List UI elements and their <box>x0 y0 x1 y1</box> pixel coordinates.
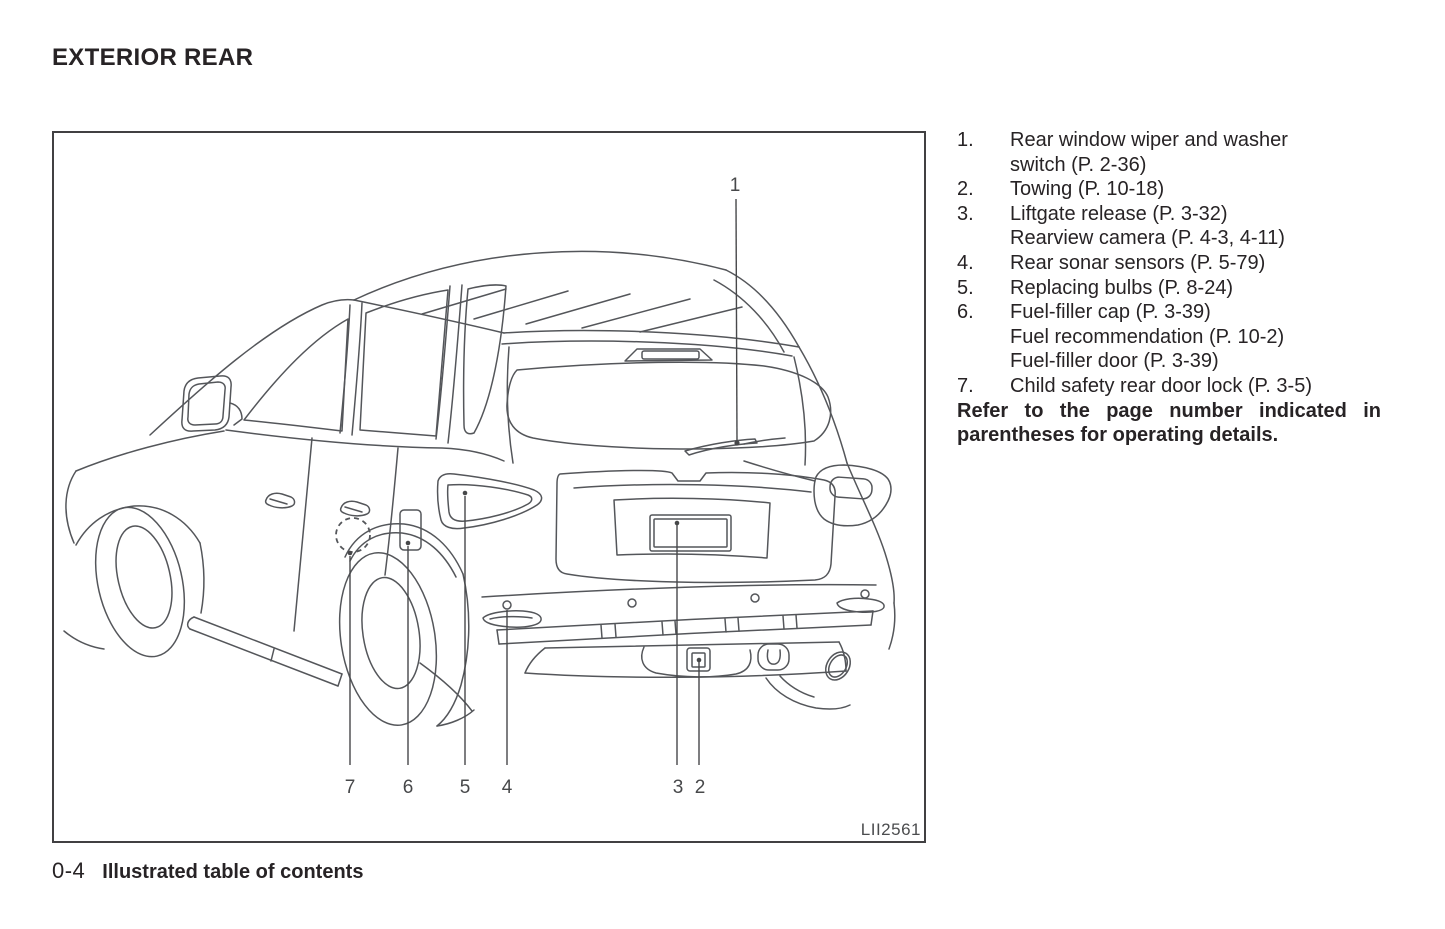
vehicle-rear-illustration <box>54 133 924 841</box>
figure-code: LII2561 <box>860 820 921 839</box>
legend-item-line: switch (P. 2-36) <box>1010 153 1147 176</box>
rear-glass <box>507 347 831 465</box>
legend-item-line: Liftgate release (P. 3-32) <box>1010 202 1228 225</box>
fuel-filler-door <box>400 510 421 550</box>
legend <box>957 128 1381 448</box>
legend-item-number: 1. <box>957 129 974 151</box>
high-mount-stop-light <box>625 349 712 361</box>
legend-item-line: Rear sonar sensors (P. 5-79) <box>1010 251 1266 274</box>
callout-label-5: 5 <box>459 777 471 798</box>
legend-item-number: 5. <box>957 276 974 299</box>
figure-box <box>52 131 926 843</box>
callout-labels <box>345 175 741 798</box>
liftgate-panel <box>556 461 835 582</box>
body-left <box>64 431 398 686</box>
taillight-right <box>814 465 891 526</box>
tow-hitch <box>687 644 789 671</box>
footer-section-title: Illustrated table of contents <box>102 861 364 883</box>
legend-item-line: Fuel-filler cap (P. 3-39) <box>1010 301 1211 324</box>
legend-item-line: Towing (P. 10-18) <box>1010 178 1165 201</box>
legend-item-number: 7. <box>957 374 974 397</box>
legend-item-1 <box>957 128 1381 177</box>
wheels <box>82 498 474 732</box>
callout-label-7: 7 <box>344 777 356 798</box>
side-mirror <box>182 376 242 431</box>
legend-item-line: Child safety rear door lock (P. 3-5) <box>1010 374 1312 397</box>
callout-label-3: 3 <box>672 777 684 798</box>
legend-item-line: Rearview camera (P. 4-3, 4-11) <box>1010 227 1285 250</box>
taillight-left <box>438 474 542 529</box>
page-title: EXTERIOR REAR <box>52 44 254 71</box>
callout-label-6: 6 <box>402 777 414 798</box>
legend-item-6 <box>957 300 1381 374</box>
legend-item-line: Replacing bulbs (P. 8-24) <box>1010 276 1234 299</box>
callout-label-1: 1 <box>729 175 741 196</box>
page-number: 0-4 <box>52 858 86 883</box>
legend-item-4 <box>957 251 1381 276</box>
callout-lines <box>348 199 740 765</box>
legend-note: Refer to the page number indicated in parentheses for operating details. <box>957 399 1381 447</box>
legend-item-7 <box>957 374 1381 399</box>
legend-item-line: Fuel recommendation (P. 10-2) <box>1010 325 1285 348</box>
legend-item-2 <box>957 177 1381 202</box>
legend-item-number: 2. <box>957 178 974 201</box>
legend-item-line: Fuel-filler door (P. 3-39) <box>1010 350 1219 373</box>
legend-item-number: 4. <box>957 251 974 274</box>
legend-item-line: Rear window wiper and washer <box>1010 129 1288 151</box>
legend-item-3 <box>957 202 1381 251</box>
callout-label-2: 2 <box>694 777 706 798</box>
door-handles <box>266 493 370 516</box>
child-lock-marker <box>336 518 370 552</box>
license-plate <box>614 498 770 558</box>
legend-item-number: 3. <box>957 202 974 225</box>
roof <box>354 251 799 356</box>
rear-bumper <box>482 585 884 709</box>
callout-label-4: 4 <box>501 777 513 798</box>
legend-item-number: 6. <box>957 301 974 324</box>
page-footer <box>52 858 363 884</box>
legend-item-5 <box>957 276 1381 301</box>
legend-list <box>957 128 1381 399</box>
exhaust-tip <box>821 647 856 684</box>
